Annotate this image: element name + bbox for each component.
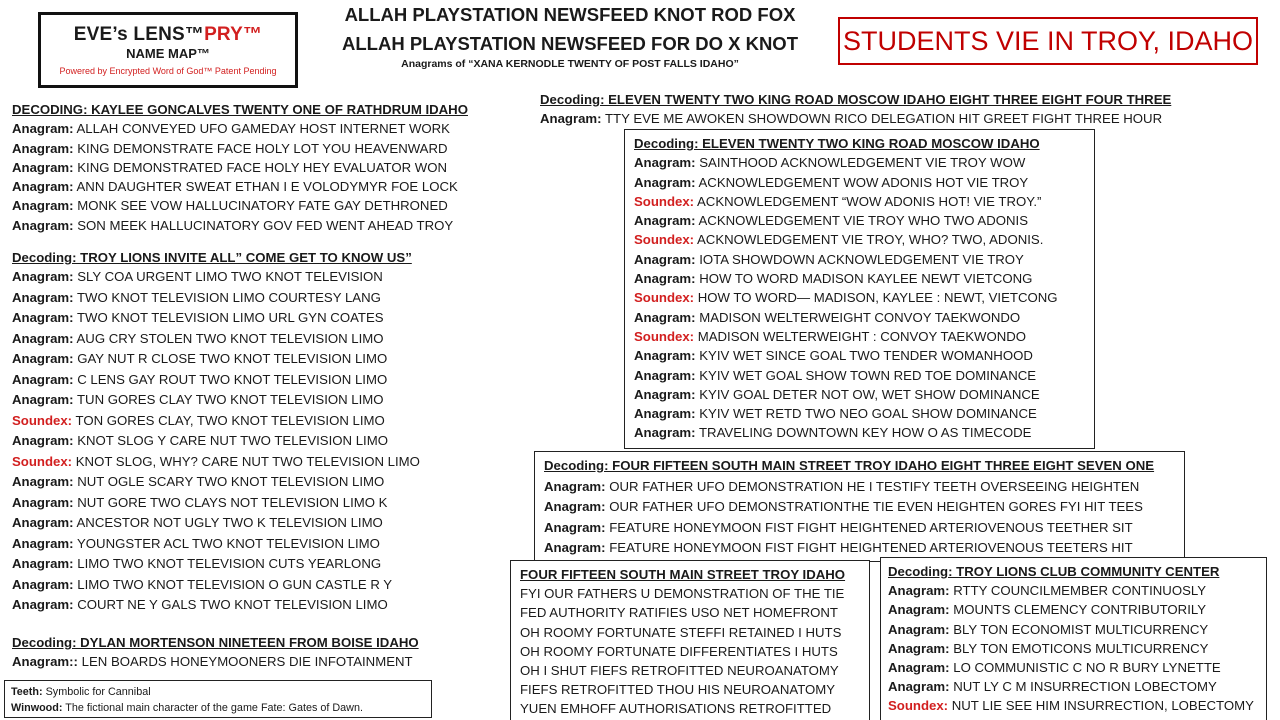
row-text: BLY TON EMOTICONS MULTICURRENCY xyxy=(953,640,1209,656)
row-label: Anagram: xyxy=(12,289,74,305)
row-text: TRAVELING DOWNTOWN KEY HOW O AS TIMECODE xyxy=(699,425,1032,441)
row-label: Anagram: xyxy=(12,121,74,137)
list-item xyxy=(634,173,1085,192)
row-text: SON MEEK HALLUCINATORY GOV FED WENT AHEAD TROY xyxy=(77,217,454,233)
row-label: Anagram: xyxy=(12,310,74,326)
list-item xyxy=(12,288,420,309)
list-item xyxy=(12,119,468,138)
row-label: Anagram: xyxy=(634,213,696,229)
row-text: OUR FATHER UFO DEMONSTRATIONTHE TIE EVEN HEIGHTEN GORES FYI HIT TEES xyxy=(609,499,1143,514)
list-item xyxy=(520,623,860,642)
row-label: Anagram: xyxy=(12,140,74,156)
row-text: TWO KNOT TELEVISION LIMO URL GYN COATES xyxy=(77,310,384,326)
row-label: Anagram: xyxy=(634,309,696,325)
row-label: Anagram: xyxy=(12,217,74,233)
row-label: Anagram: xyxy=(12,515,74,531)
row-text: SLY COA URGENT LIMO TWO KNOT TELEVISION xyxy=(77,269,383,285)
row-label: Soundex: xyxy=(888,698,949,714)
row-label: Anagram: xyxy=(634,155,696,171)
lions-club-header: Decoding: TROY LIONS CLUB COMMUNITY CENTER xyxy=(888,564,1220,579)
list-item xyxy=(12,472,420,493)
list-item xyxy=(12,267,420,288)
troy-lions-section xyxy=(12,248,420,616)
row-text: C LENS GAY ROUT TWO KNOT TELEVISION LIMO xyxy=(77,371,388,387)
row-text: RTTY COUNCILMEMBER CONTINUOSLY xyxy=(953,583,1207,599)
list-item xyxy=(520,584,860,603)
headline-line-1: ALLAH PLAYSTATION NEWSFEED KNOT ROD FOX xyxy=(344,4,796,25)
kaylee-header: DECODING: KAYLEE GONCALVES TWENTY ONE OF RATHDRUM IDAHO xyxy=(12,102,468,117)
list-item xyxy=(520,680,860,699)
row-label: Anagram: xyxy=(888,602,950,618)
row-label: Anagram: xyxy=(12,330,74,346)
row-text: KING DEMONSTRATE FACE HOLY LOT YOU HEAVENWARD xyxy=(77,140,448,156)
notes-box xyxy=(4,680,432,718)
row-text: NUT LY C M INSURRECTION LOBECTOMY xyxy=(953,679,1217,695)
troy-lions-header: Decoding: TROY LIONS INVITE ALL” COME GET TO KNOW US” xyxy=(12,250,412,265)
list-item xyxy=(520,642,860,661)
row-label: Anagram: xyxy=(12,179,74,195)
row-text: MADISON WELTERWEIGHT : CONVOY TAEKWONDO xyxy=(697,328,1027,344)
row-label: Anagram: xyxy=(634,425,696,441)
troy-lions-rows xyxy=(12,267,420,616)
list-item xyxy=(520,699,860,718)
list-item xyxy=(634,385,1085,404)
row-label: Anagram: xyxy=(12,597,74,613)
row-text: KYIV GOAL DETER NOT OW, WET SHOW DOMINANCE xyxy=(699,386,1040,402)
eleven-box-rows xyxy=(634,153,1085,442)
list-item xyxy=(12,595,420,616)
row-text: FEATURE HONEYMOON FIST FIGHT HEIGHTENED ARTERIOVENOUS TEETHER SIT xyxy=(609,519,1133,535)
row-label: Anagram: xyxy=(634,271,696,287)
row-text: MOUNTS CLEMENCY CONTRIBUTORILY xyxy=(953,602,1207,618)
dylan-section xyxy=(12,633,419,672)
logo-title: EVE’s LENS™PRY™ xyxy=(73,24,263,45)
row-label: Anagram: xyxy=(12,159,74,175)
row-text: LIMO TWO KNOT TELEVISION CUTS YEARLONG xyxy=(77,556,382,572)
row-text: YUEN EMHOFF AUTHORISATIONS RETROFITTED xyxy=(520,701,832,717)
list-item xyxy=(544,518,1175,539)
row-text: COURT NE Y GALS TWO KNOT TELEVISION LIMO xyxy=(77,597,388,613)
row-label: Anagram: xyxy=(12,576,74,592)
list-item xyxy=(12,158,468,177)
list-item xyxy=(634,230,1085,249)
row-text: YOUNGSTER ACL TWO KNOT TELEVISION LIMO xyxy=(77,535,380,551)
row-text: OH I SHUT FIEFS RETROFITTED NEUROANATOMY xyxy=(520,663,839,679)
row-text: MADISON WELTERWEIGHT CONVOY TAEKWONDO xyxy=(699,309,1021,325)
row-text: KYIV WET GOAL SHOW TOWN RED TOE DOMINANCE xyxy=(699,367,1037,383)
list-item xyxy=(888,581,1259,600)
note-winwood: Winwood: The fictional main character of the game Fate: Gates of Dawn. xyxy=(11,702,363,714)
row-text: FEATURE HONEYMOON FIST FIGHT HEIGHTENED ARTERIOVENOUS TEETERS HIT xyxy=(609,540,1133,555)
lions-club-box xyxy=(880,557,1267,720)
row-text: LIMO TWO KNOT TELEVISION O GUN CASTLE R Y xyxy=(77,576,393,592)
list-item xyxy=(12,308,420,329)
list-item: Anagram: TTY EVE ME AWOKEN SHOWDOWN RICO DELEGATION HIT GREET FIGHT THREE HOUR xyxy=(540,111,1163,127)
headline-line-2: ALLAH PLAYSTATION NEWSFEED FOR DO X KNOT xyxy=(342,33,798,54)
four-fifteen-short-box xyxy=(510,560,870,720)
eleven-full-section xyxy=(540,90,1171,129)
row-text: KING DEMONSTRATED FACE HOLY HEY EVALUATOR WON xyxy=(77,159,448,175)
list-item xyxy=(12,329,420,350)
row-label: Anagram: xyxy=(12,474,74,490)
list-item xyxy=(12,390,420,411)
row-text: ACKNOWLEDGEMENT VIE TROY WHO TWO ADONIS xyxy=(698,213,1028,229)
row-text: TWO KNOT TELEVISION LIMO COURTESY LANG xyxy=(77,289,381,305)
list-item xyxy=(12,513,420,534)
row-label: Soundex: xyxy=(12,412,73,428)
row-text: NUT OGLE SCARY TWO KNOT TELEVISION LIMO xyxy=(77,474,385,490)
list-item xyxy=(888,696,1259,715)
list-item xyxy=(634,423,1085,442)
row-label: Soundex: xyxy=(634,193,695,209)
four-fifteen-short-rows xyxy=(520,584,860,718)
list-item xyxy=(12,196,468,215)
row-label: Anagram: xyxy=(634,348,696,364)
row-text: HOW TO WORD— MADISON, KAYLEE : NEWT, VIETCONG xyxy=(697,290,1058,306)
list-item xyxy=(634,346,1085,365)
row-label: Anagram: xyxy=(888,679,950,695)
four-fifteen-short-header: FOUR FIFTEEN SOUTH MAIN STREET TROY IDAHO xyxy=(520,567,846,582)
row-text: TON GORES CLAY, TWO KNOT TELEVISION LIMO xyxy=(75,412,385,428)
row-label: Anagram: xyxy=(544,540,606,555)
row-label: Anagram: xyxy=(12,535,74,551)
list-item xyxy=(12,534,420,555)
eleven-full-header: Decoding: ELEVEN TWENTY TWO KING ROAD MOSCOW IDAHO EIGHT THREE EIGHT FOUR THREE xyxy=(540,92,1172,107)
row-label: Anagram: xyxy=(12,371,74,387)
list-item xyxy=(12,452,420,473)
row-text: OH ROOMY FORTUNATE STEFFI RETAINED I HUTS xyxy=(520,624,842,640)
row-label: Anagram: xyxy=(888,640,950,656)
row-text: NUT LIE SEE HIM INSURRECTION, LOBECTOMY xyxy=(951,698,1254,714)
note-teeth: Teeth: Symbolic for Cannibal xyxy=(11,686,151,698)
row-label: Anagram: xyxy=(12,433,74,449)
dylan-header: Decoding: DYLAN MORTENSON NINETEEN FROM BOISE IDAHO xyxy=(12,635,419,650)
list-item xyxy=(888,677,1259,696)
row-label: Soundex: xyxy=(634,290,695,306)
red-banner: STUDENTS VIE IN TROY, IDAHO xyxy=(838,17,1258,65)
list-item xyxy=(12,139,468,158)
row-text: ANCESTOR NOT UGLY TWO K TELEVISION LIMO xyxy=(76,515,383,531)
row-text: ALLAH CONVEYED UFO GAMEDAY HOST INTERNET WORK xyxy=(76,121,450,137)
list-item xyxy=(634,192,1085,211)
list-item xyxy=(888,620,1259,639)
list-item xyxy=(12,493,420,514)
list-item xyxy=(634,250,1085,269)
row-label: Anagram: xyxy=(12,351,74,367)
row-text: MONK SEE VOW HALLUCINATORY FATE GAY DETHRONED xyxy=(77,198,448,214)
row-text: ACKNOWLEDGEMENT WOW ADONIS HOT VIE TROY xyxy=(698,174,1029,190)
list-item xyxy=(12,431,420,452)
row-label: Soundex: xyxy=(12,453,73,469)
logo-tagline: Powered by Encrypted Word of God™ Patent Pending xyxy=(59,66,277,76)
list-item xyxy=(12,177,468,196)
row-text: SAINTHOOD ACKNOWLEDGEMENT VIE TROY WOW xyxy=(699,155,1026,171)
list-item xyxy=(634,404,1085,423)
list-item xyxy=(544,477,1175,498)
list-item xyxy=(888,639,1259,658)
list-item xyxy=(520,603,860,622)
logo-box xyxy=(38,12,298,88)
row-text: FED AUTHORITY RATIFIES USO NET HOMEFRONT xyxy=(520,605,838,621)
four-fifteen-full-header: Decoding: FOUR FIFTEEN SOUTH MAIN STREET TROY IDAHO EIGHT THREE EIGHT SEVEN ONE xyxy=(544,458,1155,473)
row-label: Anagram: xyxy=(544,478,606,494)
row-label: Anagram: xyxy=(634,406,696,422)
list-item xyxy=(634,327,1085,346)
row-text: AUG CRY STOLEN TWO KNOT TELEVISION LIMO xyxy=(76,330,384,346)
row-text: HOW TO WORD MADISON KAYLEE NEWT VIETCONG xyxy=(699,271,1033,287)
row-text: OH ROOMY FORTUNATE DIFFERENTIATES I HUTS xyxy=(520,643,838,659)
list-item xyxy=(888,600,1259,619)
row-text: KNOT SLOG Y CARE NUT TWO TELEVISION LIMO xyxy=(77,433,388,449)
four-fifteen-full-box xyxy=(534,451,1185,562)
list-item xyxy=(12,216,468,235)
row-label: Soundex: xyxy=(634,328,695,344)
row-label: Anagram: xyxy=(544,519,606,535)
list-item xyxy=(12,349,420,370)
row-text: NUT GORE TWO CLAYS NOT TELEVISION LIMO K xyxy=(77,494,388,510)
row-text: BLY TON ECONOMIST MULTICURRENCY xyxy=(953,621,1209,637)
list-item xyxy=(634,308,1085,327)
row-label: Anagram: xyxy=(12,392,74,408)
row-text: LO COMMUNISTIC C NO R BURY LYNETTE xyxy=(953,660,1221,676)
row-label: Soundex: xyxy=(634,232,695,248)
row-text: ACKNOWLEDGEMENT VIE TROY, WHO? TWO, ADONIS. xyxy=(697,232,1044,248)
row-label: Anagram: xyxy=(888,583,950,599)
row-text: GAY NUT R CLOSE TWO KNOT TELEVISION LIMO xyxy=(77,351,388,367)
row-text: ACKNOWLEDGEMENT “WOW ADONIS HOT! VIE TROY.” xyxy=(697,193,1042,209)
list-item xyxy=(634,366,1085,385)
row-text: TUN GORES CLAY TWO KNOT TELEVISION LIMO xyxy=(77,392,384,408)
row-text: KYIV WET RETD TWO NEO GOAL SHOW DOMINANCE xyxy=(699,406,1037,422)
row-label: Anagram: xyxy=(888,660,950,676)
kaylee-rows xyxy=(12,119,468,235)
row-label: Anagram: xyxy=(12,556,74,572)
row-text: KYIV WET SINCE GOAL TWO TENDER WOMANHOOD xyxy=(699,348,1033,364)
row-label: Anagram: xyxy=(634,174,696,190)
row-label: Anagram: xyxy=(544,499,606,514)
eleven-box-header: Decoding: ELEVEN TWENTY TWO KING ROAD MOSCOW IDAHO xyxy=(634,136,1040,151)
list-item xyxy=(12,370,420,391)
list-item xyxy=(12,554,420,575)
list-item xyxy=(888,658,1259,677)
row-text: OUR FATHER UFO DEMONSTRATION HE I TESTIFY TEETH OVERSEEING HEIGHTEN xyxy=(609,478,1140,494)
list-item xyxy=(544,497,1175,518)
lions-club-rows xyxy=(888,581,1259,715)
eleven-box xyxy=(624,129,1095,449)
list-item xyxy=(634,153,1085,172)
row-text: FYI OUR FATHERS U DEMONSTRATION OF THE TIE xyxy=(520,586,845,602)
row-text: IOTA SHOWDOWN ACKNOWLEDGEMENT VIE TROY xyxy=(699,251,1024,267)
list-item xyxy=(12,575,420,596)
row-text: KNOT SLOG, WHY? CARE NUT TWO TELEVISION LIMO xyxy=(75,453,420,469)
row-text: ANN DAUGHTER SWEAT ETHAN I E VOLODYMYR FOE LOCK xyxy=(76,179,458,195)
row-text: FIEFS RETROFITTED THOU HIS NEUROANATOMY xyxy=(520,682,836,698)
list-item xyxy=(634,211,1085,230)
list-item xyxy=(12,411,420,432)
list-item xyxy=(544,538,1175,559)
list-item: Anagram:: LEN BOARDS HONEYMOONERS DIE INFOTAINMENT xyxy=(12,654,413,670)
row-label: Anagram: xyxy=(634,386,696,402)
list-item xyxy=(634,288,1085,307)
row-label: Anagram: xyxy=(12,494,74,510)
row-label: Anagram: xyxy=(888,621,950,637)
list-item xyxy=(634,269,1085,288)
logo-subtitle: NAME MAP™ xyxy=(126,46,210,61)
row-label: Anagram: xyxy=(12,198,74,214)
kaylee-section xyxy=(12,100,468,235)
four-fifteen-full-rows xyxy=(544,477,1175,559)
row-label: Anagram: xyxy=(634,367,696,383)
headline-caption: Anagrams of “XANA KERNODLE TWENTY OF POST FALLS IDAHO” xyxy=(401,58,739,70)
list-item xyxy=(520,661,860,680)
row-label: Anagram: xyxy=(634,251,696,267)
row-label: Anagram: xyxy=(12,269,74,285)
